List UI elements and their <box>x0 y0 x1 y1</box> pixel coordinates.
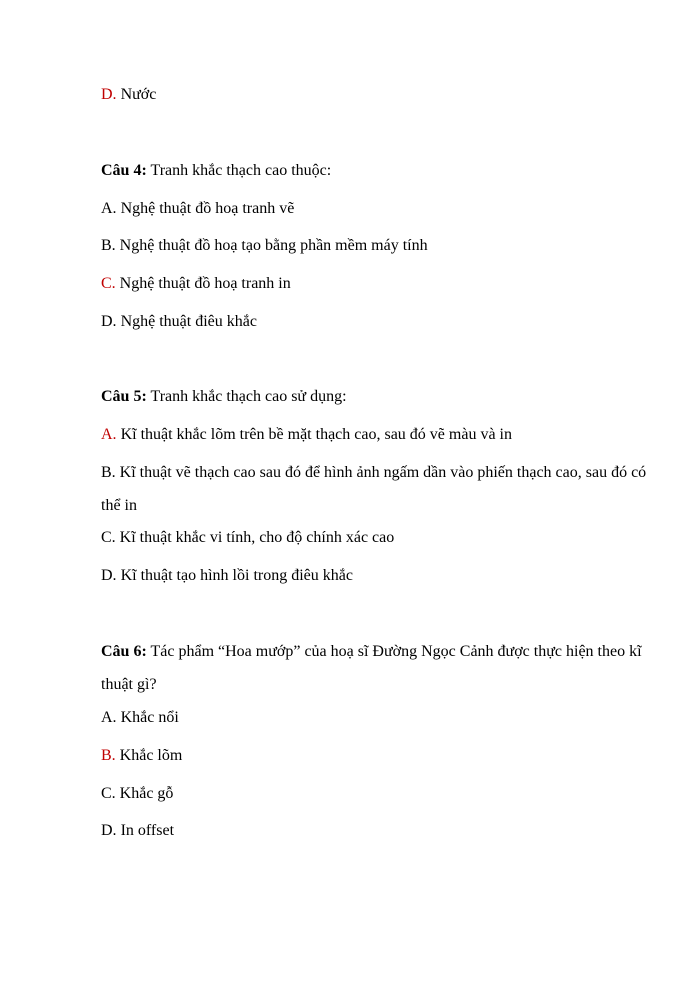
option-letter: B. <box>101 237 116 254</box>
question-text: Tác phẩm “Hoa mướp” của hoạ sĩ Đường Ngọc Cảnh được thực hiện theo kĩ thuật gì? <box>101 643 642 693</box>
question-label: Câu 6: <box>101 643 147 660</box>
option-text: Nghệ thuật đồ hoạ tranh vẽ <box>116 200 295 217</box>
q5-option-b <box>101 456 653 522</box>
option-letter: A. <box>101 709 117 726</box>
question-label: Câu 5: <box>101 388 147 405</box>
q6-option-a <box>101 708 179 728</box>
option-text: Nghệ thuật đồ hoạ tạo bằng phần mềm máy tính <box>115 237 428 254</box>
question-label: Câu 4: <box>101 162 147 179</box>
q5-option-d <box>101 566 353 586</box>
option-letter: C. <box>101 785 116 802</box>
option-text: Kĩ thuật vẽ thạch cao sau đó để hình ảnh ngấm dần vào phiến thạch cao, sau đó có thể in <box>101 464 647 514</box>
option-letter: A. <box>101 200 117 217</box>
q5-option-c <box>101 528 394 548</box>
option-letter: A. <box>101 426 117 443</box>
option-letter: D. <box>101 567 117 584</box>
option-text: Khắc nổi <box>116 709 179 726</box>
option-text: Nghệ thuật điêu khắc <box>116 313 257 330</box>
option-letter: D. <box>101 313 117 330</box>
question-5 <box>101 387 347 407</box>
option-text: Nghệ thuật đồ hoạ tranh in <box>115 275 291 292</box>
option-text: Khắc gỗ <box>115 785 174 802</box>
q5-option-a <box>101 425 512 445</box>
option-text: Kĩ thuật khắc lõm trên bề mặt thạch cao, sau đó vẽ màu và in <box>116 426 512 443</box>
option-text: Kĩ thuật tạo hình lồi trong điêu khắc <box>116 567 353 584</box>
option-letter: D. <box>101 86 117 103</box>
option-letter: C. <box>101 275 116 292</box>
prev-option-d <box>101 85 156 105</box>
q6-option-b <box>101 746 182 766</box>
question-6 <box>101 635 653 701</box>
q6-option-c <box>101 784 173 804</box>
option-text: Khắc lõm <box>115 747 183 764</box>
question-text: Tranh khắc thạch cao sử dụng: <box>146 388 347 405</box>
option-letter: B. <box>101 464 116 481</box>
option-letter: D. <box>101 822 117 839</box>
q4-option-d <box>101 312 257 332</box>
option-letter: C. <box>101 529 116 546</box>
q4-option-b <box>101 236 428 256</box>
option-letter: B. <box>101 747 116 764</box>
question-text: Tranh khắc thạch cao thuộc: <box>146 162 332 179</box>
option-text: Kĩ thuật khắc vi tính, cho độ chính xác cao <box>115 529 395 546</box>
option-text: Nước <box>116 86 157 103</box>
q4-option-a <box>101 199 294 219</box>
q4-option-c <box>101 274 291 294</box>
option-text: In offset <box>116 822 175 839</box>
q6-option-d <box>101 821 174 841</box>
question-4 <box>101 161 331 181</box>
